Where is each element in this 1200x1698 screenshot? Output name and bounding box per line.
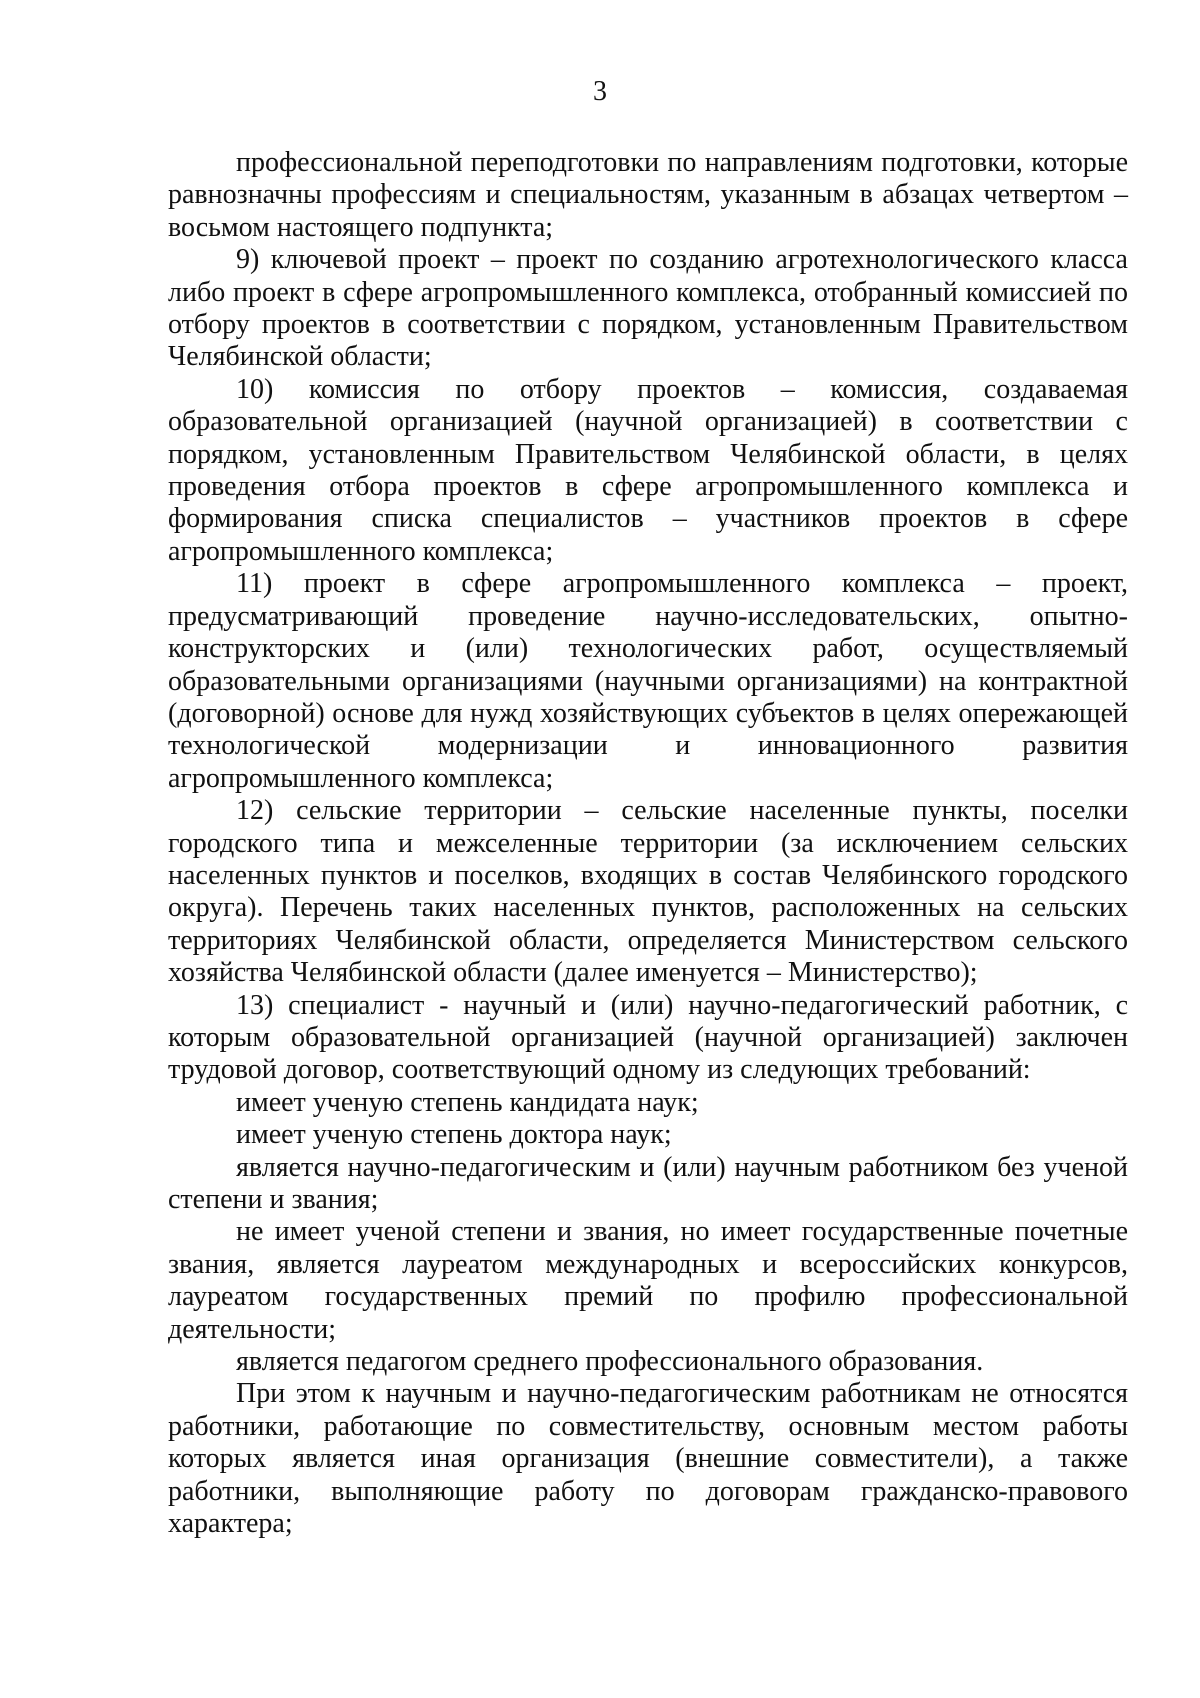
- paragraph-item-13: 13) специалист - научный и (или) научно-педагогический работник, с которым образовательной организацией (научной организацией) заключен трудовой договор, соответствующий одному из следующих требований:: [168, 989, 1128, 1086]
- paragraph-item-10: 10) комиссия по отбору проектов – комиссия, создаваемая образовательной организацией (научной организацией) в соответствии с порядком, установленным Правительством Челябинской области, в целях проведения отбора проектов в сфере агропромышленного комплекса и формирования списка специалистов – участников проектов в сфере агропромышленного комплекса;: [168, 373, 1128, 567]
- paragraph-requirement-teacher: является педагогом среднего профессионального образования.: [236, 1346, 984, 1378]
- paragraph-item-9: 9) ключевой проект – проект по созданию агротехнологического класса либо проект в сфере агропромышленного комплекса, отобранный комиссией по отбору проектов в соответствии с порядком, установленным Правительством Челябинской области;: [168, 244, 1128, 373]
- document-body: [168, 147, 1128, 1540]
- paragraph-requirement-no-degree: является научно-педагогическим и (или) научным работником без ученой степени и звания;: [168, 1151, 1128, 1215]
- paragraph-requirement-candidate: имеет ученую степень кандидата наук;: [236, 1086, 699, 1118]
- paragraph-item-11: 11) проект в сфере агропромышленного комплекса – проект, предусматривающий проведение научно-исследовательских, опытно-конструкторских и (или) технологических работ, осуществляемый образовательными организациями (научными организациями) на контрактной (договорной) основе для нужд хозяйствующих субъектов в целях опережающей технологической модернизации и инновационного развития агропромышленного комплекса;: [168, 568, 1128, 794]
- paragraph-requirement-honors: не имеет ученой степени и звания, но имеет государственные почетные звания, является лауреатом международных и всероссийских конкурсов, лауреатом государственных премий по профилю профессиональной деятельности;: [168, 1216, 1128, 1345]
- paragraph-continuation: профессиональной переподготовки по направлениям подготовки, которые равнозначны профессиям и специальностям, указанным в абзацах четвертом – восьмом настоящего подпункта;: [168, 147, 1128, 243]
- paragraph-requirement-doctor: имеет ученую степень доктора наук;: [236, 1119, 672, 1151]
- page-number: 3: [593, 76, 607, 107]
- paragraph-item-12: 12) сельские территории – сельские населенные пункты, поселки городского типа и межселенные территории (за исключением сельских населенных пунктов и поселков, входящих в состав Челябинского городского округа). Перечень таких населенных пунктов, расположенных на сельских территориях Челябинской области, определяется Министерством сельского хозяйства Челябинской области (далее именуется – Министерство);: [168, 795, 1128, 989]
- paragraph-exclusion-note: При этом к научным и научно-педагогическим работникам не относятся работники, работающие по совместительству, основным местом работы которых является иная организация (внешние совместители), а также работники, выполняющие работу по договорам гражданско-правового характера;: [168, 1378, 1128, 1540]
